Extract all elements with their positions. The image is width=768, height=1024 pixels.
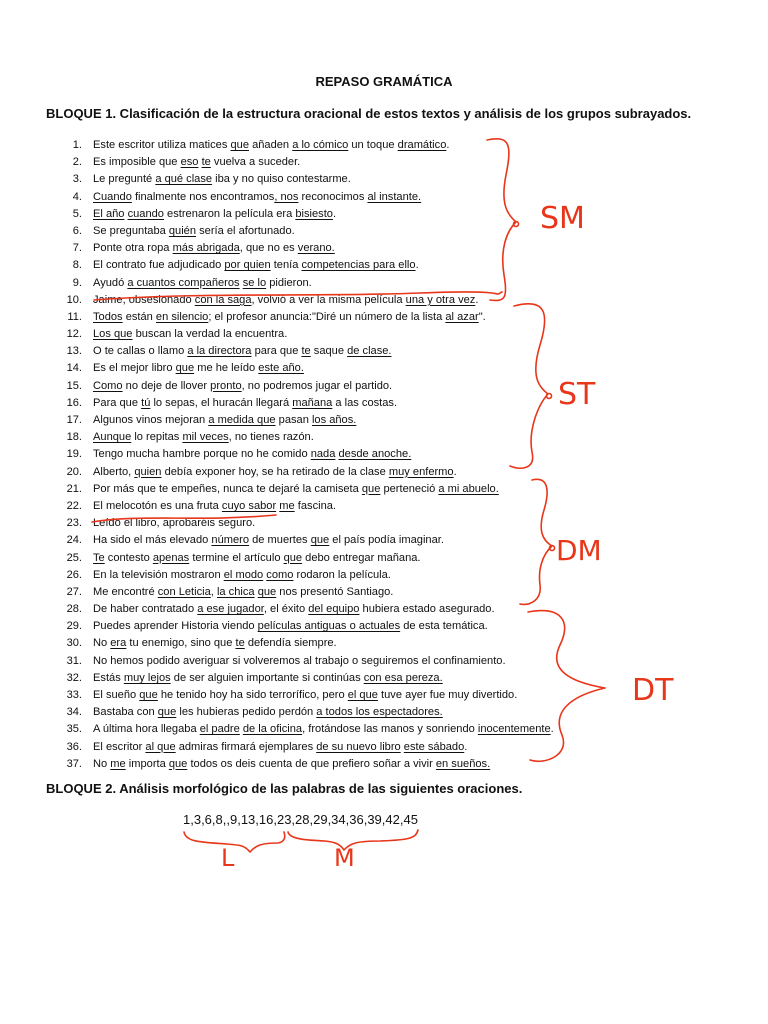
sentence-number: 8.	[72, 259, 82, 272]
list-item	[0, 515, 768, 532]
list-item	[0, 189, 768, 206]
sentence-number: 11.	[67, 310, 82, 323]
sentence-text: Me encontré con Leticia, la chica que nos presentó Santiago.	[93, 585, 394, 598]
sentence-number: 33.	[66, 689, 82, 701]
sentence-number: 3.	[72, 173, 82, 186]
sentence-text: No era tu enemigo, sino que te defendía siempre.	[93, 637, 337, 650]
sentence-text: En la televisión mostraron el modo como rodaron la película.	[93, 568, 391, 581]
list-item	[0, 360, 768, 377]
sentence-number: 31.	[66, 654, 82, 667]
list-item	[0, 601, 768, 618]
list-item	[0, 395, 768, 412]
sentence-text: Algunos vinos mejoran a medida que pasan los años.	[93, 414, 357, 426]
sentence-number: 15.	[66, 379, 82, 392]
list-item	[0, 481, 768, 498]
sentence-number: 37.	[66, 757, 82, 770]
sentence-number: 1.	[72, 139, 82, 151]
sentence-numbers: 1,3,6,8,,9,13,16,23,28,29,34,36,39,42,45	[183, 812, 418, 827]
sentence-number: 22.	[66, 499, 82, 512]
list-item	[0, 532, 768, 549]
sentence-number: 29.	[66, 620, 82, 633]
sentence-text: Jaime, obsesionado con la saga, volvió a ver la misma película una y otra vez.	[93, 293, 479, 306]
brace-m	[288, 830, 418, 850]
sentence-text: Alberto, quien debía exponer hoy, se ha retirado de la clase muy enfermo.	[93, 465, 457, 478]
sentence-text: Puedes aprender Historia viendo películas antiguas o actuales de esta temática.	[93, 620, 488, 633]
list-item	[0, 326, 768, 343]
sentence-text: Bastaba con que les hubieras pedido perdón a todos los espectadores.	[93, 706, 443, 719]
list-item	[0, 429, 768, 446]
sentence-text: Los que buscan la verdad la encuentra.	[93, 328, 288, 341]
block1-heading: BLOQUE 1. Clasificación de la estructura oracional de estos textos y análisis de los grupos subrayados.	[46, 106, 692, 121]
sentence-text: El año cuando estrenaron la película era bisiesto.	[93, 207, 337, 220]
sentence-text: Le pregunté a qué clase iba y no quiso contestarme.	[93, 173, 351, 186]
sentence-text: Ha sido el más elevado número de muertes que el país podía imaginar.	[93, 534, 444, 547]
list-item	[0, 464, 768, 481]
label-sm: SM	[540, 201, 585, 236]
brace-l	[184, 832, 285, 852]
list-item	[0, 223, 768, 240]
sentence-number: 30.	[66, 637, 82, 650]
sentence-number: 12.	[66, 328, 82, 341]
list-item	[0, 171, 768, 188]
sentence-number: 2.	[72, 156, 82, 169]
sentence-number: 6.	[72, 224, 82, 237]
list-item	[0, 721, 768, 738]
list-item	[0, 670, 768, 687]
list-item	[0, 584, 768, 601]
sentence-number: 27.	[66, 585, 82, 598]
sentence-text: El melocotón es una fruta cuyo sabor me fascina.	[93, 499, 337, 512]
list-item	[0, 618, 768, 635]
list-item	[0, 550, 768, 567]
sentence-text: Ponte otra ropa más abrigada, que no es verano.	[93, 242, 335, 255]
sentence-text: Leído el libro, aprobaréis seguro.	[93, 517, 256, 530]
list-item	[0, 412, 768, 429]
sentence-number: 20.	[66, 465, 82, 478]
sentence-number: 36.	[66, 740, 82, 753]
sentence-number: 17.	[66, 414, 82, 426]
sentence-number: 28.	[66, 603, 82, 616]
sentence-text: A última hora llegaba el padre de la oficina, frotándose las manos y sonriendo inocentemente.	[93, 723, 554, 736]
list-item	[0, 206, 768, 223]
sentence-text: O te callas o llamo a la directora para que te saque de clase.	[93, 345, 392, 358]
sentence-text: El contrato fue adjudicado por quien tenía competencias para ello.	[93, 259, 419, 272]
sentence-text: Como no deje de llover pronto, no podremos jugar el partido.	[93, 379, 393, 392]
label-st: ST	[558, 377, 596, 412]
sentence-number: 5.	[72, 207, 82, 220]
sentence-text: Se preguntaba quién sería el afortunado.	[93, 224, 295, 237]
label-dm: DM	[556, 534, 602, 567]
sentence-number: 34.	[66, 706, 82, 719]
label-m: M	[334, 844, 355, 872]
sentence-text: El escritor al que admiras firmará ejemplares de su nuevo libro este sábado.	[93, 740, 468, 753]
sentence-number: 13.	[66, 345, 82, 358]
list-item	[0, 635, 768, 652]
page-title: REPASO GRAMÁTICA	[315, 74, 453, 89]
sentence-number: 19.	[66, 448, 82, 461]
sentence-text: Te contesto apenas termine el artículo que debo entregar mañana.	[93, 551, 421, 564]
sentence-text: De haber contratado a ese jugador, el éxito del equipo hubiera estado asegurado.	[93, 603, 495, 616]
list-item	[0, 739, 768, 756]
sentence-number: 35.	[66, 723, 82, 736]
list-item	[0, 257, 768, 274]
sentence-number: 23.	[66, 517, 82, 530]
sentence-number: 14.	[66, 362, 82, 375]
sentence-number: 26.	[66, 568, 82, 581]
sentence-number: 21.	[66, 482, 82, 495]
sentence-list	[0, 137, 768, 773]
list-item	[0, 653, 768, 670]
label-dt: DT	[632, 673, 674, 708]
sentence-text: El sueño que he tenido hoy ha sido terrorífico, pero el que tuve ayer fue muy divertido.	[93, 689, 518, 701]
list-item	[0, 137, 768, 154]
list-item	[0, 704, 768, 721]
sentence-text: Es el mejor libro que me he leído este año.	[93, 362, 304, 375]
list-item	[0, 446, 768, 463]
sentence-number: 32.	[66, 671, 82, 684]
sentence-text: Para que tú lo sepas, el huracán llegará mañana a las costas.	[93, 396, 398, 409]
sentence-number: 18.	[66, 431, 82, 444]
list-item	[0, 343, 768, 360]
list-item	[0, 378, 768, 395]
sentence-text: Tengo mucha hambre porque no he comido nada desde anoche.	[93, 448, 412, 461]
sentence-text: Cuando finalmente nos encontramos, nos reconocimos al instante.	[93, 190, 422, 203]
label-l: L	[221, 844, 235, 872]
sentence-number: 25.	[66, 551, 82, 564]
sentence-number: 7.	[72, 242, 82, 255]
list-item	[0, 240, 768, 257]
sentence-text: Todos están en silencio; el profesor anuncia:"Diré un número de la lista al azar".	[93, 310, 486, 323]
list-item	[0, 292, 768, 309]
sentence-text: Ayudó a cuantos compañeros se lo pidieron.	[93, 276, 312, 289]
list-item	[0, 567, 768, 584]
sentence-text: Estás muy lejos de ser alguien importante si continúas con esa pereza.	[93, 671, 443, 684]
list-item	[0, 687, 768, 704]
sentence-text: Es imposible que eso te vuelva a suceder.	[93, 156, 301, 169]
sentence-number: 10.	[66, 293, 82, 306]
sentence-text: No hemos podido averiguar si volveremos al trabajo o seguiremos el confinamiento.	[93, 654, 506, 667]
sentence-number: 4.	[72, 190, 82, 203]
block2-heading: BLOQUE 2. Análisis morfológico de las palabras de las siguientes oraciones.	[46, 781, 523, 796]
sentence-number: 9.	[72, 276, 82, 289]
list-item	[0, 275, 768, 292]
list-item	[0, 309, 768, 326]
sentence-text: Por más que te empeñes, nunca te dejaré la camiseta que perteneció a mi abuelo.	[93, 482, 499, 495]
list-item	[0, 498, 768, 515]
sentence-number: 16.	[66, 396, 82, 409]
sentence-text: No me importa que todos os deis cuenta de que prefiero soñar a vivir en sueños.	[93, 757, 491, 770]
sentence-text: Aunque lo repitas mil veces, no tienes razón.	[93, 431, 314, 444]
list-item	[0, 154, 768, 171]
sentence-text: Este escritor utiliza matices que añaden a lo cómico un toque dramático.	[93, 139, 450, 151]
list-item	[0, 756, 768, 773]
sentence-number: 24.	[66, 534, 82, 547]
